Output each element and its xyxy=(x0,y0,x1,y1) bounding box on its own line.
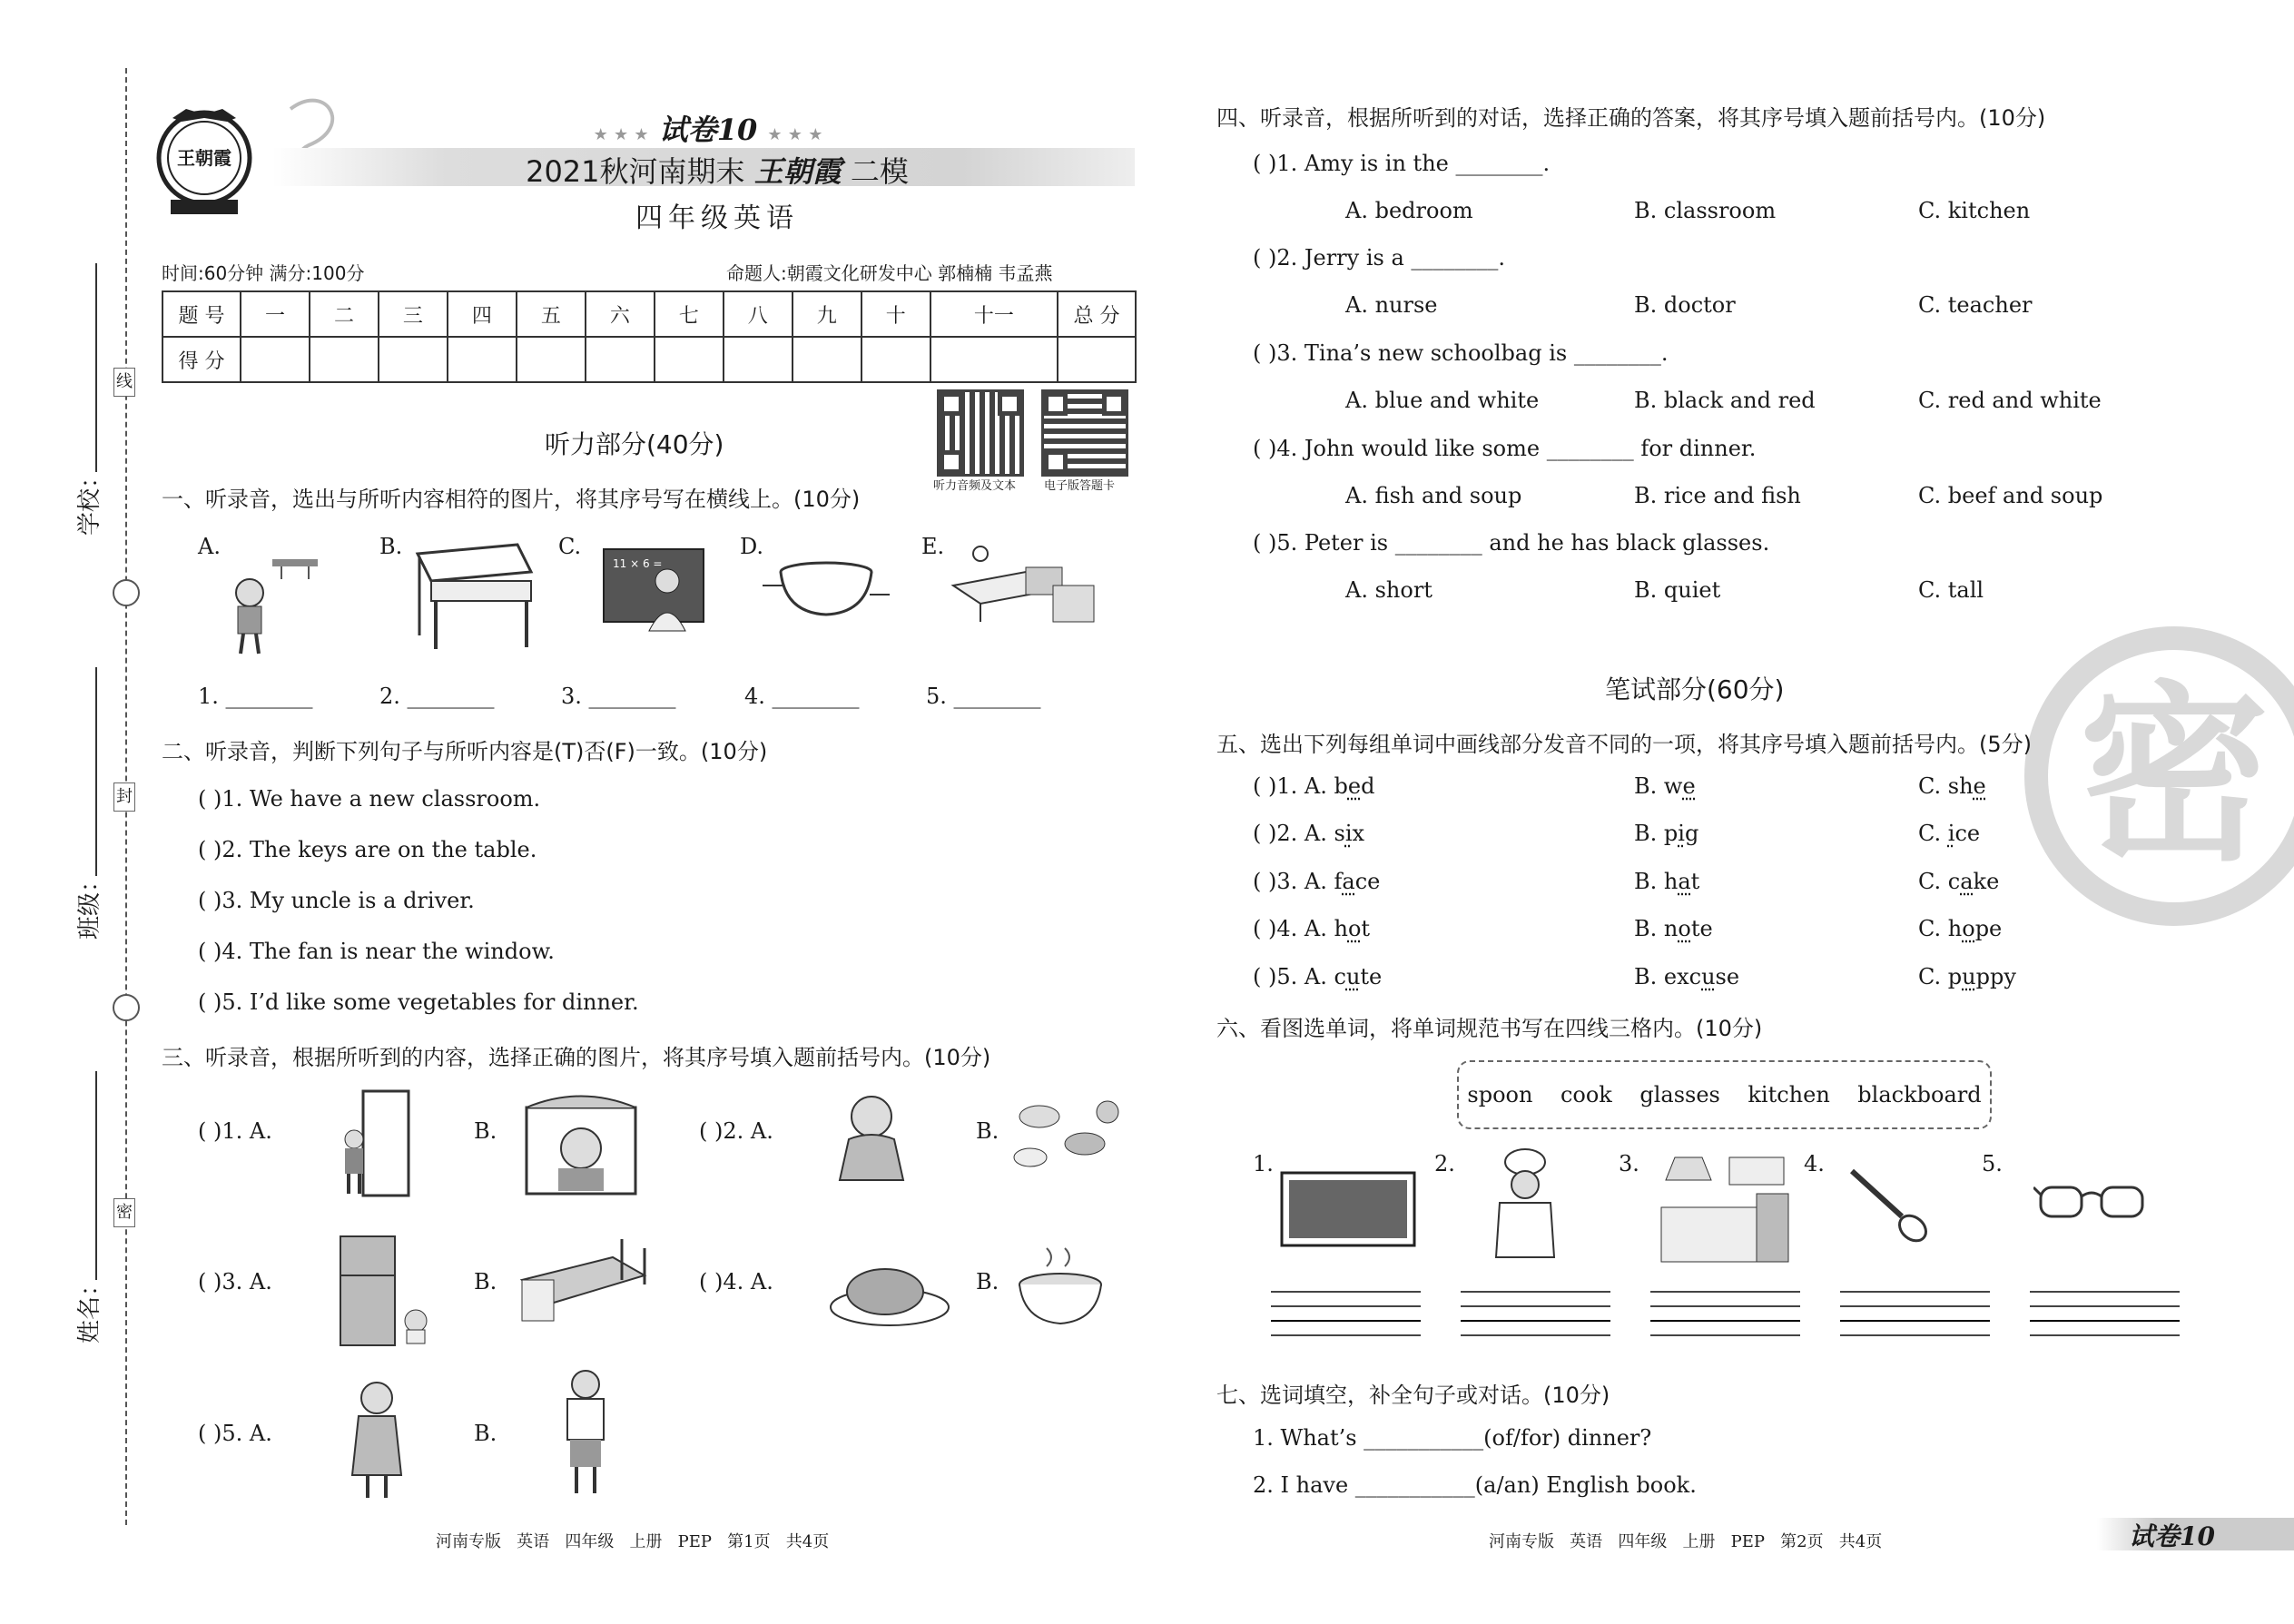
footer-left: 河南专版 英语 四年级 上册 PEP 第1页 共4页 xyxy=(436,1532,830,1551)
cook-image xyxy=(1489,1148,1561,1262)
class-fill-line xyxy=(95,667,97,876)
s6-number: 5. xyxy=(1982,1151,2003,1176)
s5-option-c[interactable]: C. cake xyxy=(1918,869,2000,894)
writing-lines[interactable] xyxy=(1840,1291,1990,1336)
score-input-cell[interactable] xyxy=(724,337,793,382)
s5-option-c[interactable]: C. she xyxy=(1918,773,1986,799)
s3-item[interactable]: ( )3. A. xyxy=(198,1269,272,1294)
authors: 命题人:朝霞文化研发中心 郭楠楠 韦孟燕 xyxy=(726,262,1053,284)
s1-letter: D. xyxy=(740,534,764,559)
s1-answer-blank[interactable]: 4. ________ xyxy=(744,684,860,709)
s1-letter: E. xyxy=(921,534,945,559)
s1-letter: B. xyxy=(379,534,403,559)
s5-option-c[interactable]: C. puppy xyxy=(1918,964,2016,989)
score-cell: 题 号 xyxy=(162,291,241,337)
s2-item[interactable]: ( )3. My uncle is a driver. xyxy=(198,888,475,913)
s4-question[interactable]: ( )5. Peter is ________ and he has black glasses. xyxy=(1253,530,1770,556)
score-input-cell[interactable] xyxy=(793,337,861,382)
s4-option-a[interactable]: A. blue and white xyxy=(1345,388,1540,413)
blackboard-image xyxy=(1280,1171,1416,1248)
exam-series: ★ ★ ★ 试卷10 ★ ★ ★ xyxy=(593,113,823,147)
s5-item[interactable]: ( )1. A. bed xyxy=(1253,773,1375,799)
s6-number: 3. xyxy=(1619,1151,1639,1176)
writing-lines[interactable] xyxy=(1650,1291,1800,1336)
s4-question[interactable]: ( )2. Jerry is a ________. xyxy=(1253,245,1506,271)
score-input-cell[interactable] xyxy=(861,337,930,382)
girl-with-lamp-image xyxy=(218,552,336,661)
exam-subject: 四年级英语 xyxy=(635,202,799,234)
girl-image xyxy=(345,1375,409,1502)
name-fill-line xyxy=(95,1071,97,1280)
exam-title: 2021秋河南期末 王朝霞 二模 xyxy=(526,154,909,189)
s4-option-c[interactable]: C. beef and soup xyxy=(1918,483,2103,508)
kitchen-image xyxy=(1657,1153,1793,1266)
chicken-image xyxy=(826,1257,953,1330)
s5-option-b[interactable]: B. excuse xyxy=(1634,964,1740,989)
score-label-cell: 得 分 xyxy=(162,337,241,382)
binding-hole-icon xyxy=(113,994,140,1021)
time-info: 时间:60分钟 满分:100分 xyxy=(162,262,365,284)
s3-item[interactable]: ( )4. A. xyxy=(699,1269,773,1294)
doll-image xyxy=(831,1089,912,1189)
binding-mark: 密 xyxy=(113,1198,135,1227)
score-input-cell[interactable] xyxy=(586,337,655,382)
secret-watermark: 密 xyxy=(2024,626,2294,953)
s2-item[interactable]: ( )4. The fan is near the window. xyxy=(198,939,555,964)
s4-option-c[interactable]: C. kitchen xyxy=(1918,198,2031,223)
score-input-cell[interactable] xyxy=(310,337,379,382)
page-badge: 试卷10 xyxy=(2129,1521,2215,1551)
s7-item[interactable]: 1. What’s ___________(of/for) dinner? xyxy=(1253,1425,1652,1451)
s4-option-a[interactable]: A. short xyxy=(1345,577,1433,603)
score-cell: 四 xyxy=(448,291,517,337)
bed-image xyxy=(513,1230,649,1330)
ribbon-decoration xyxy=(272,91,1135,96)
s4-option-a[interactable]: A. nurse xyxy=(1345,292,1438,318)
section-4-title: 四、听录音，根据所听到的对话，选择正确的答案，将其序号填入题前括号内。(10分) xyxy=(1216,105,2046,131)
section-3-title: 三、听录音，根据所听到的内容，选择正确的图片，将其序号填入题前括号内。(10分) xyxy=(162,1045,991,1070)
score-input-cell[interactable] xyxy=(655,337,724,382)
section-2-title: 二、听录音，判断下列句子与所听内容是(T)否(F)一致。(10分) xyxy=(162,739,768,764)
bedroom-image xyxy=(944,545,1098,640)
score-input-cell[interactable] xyxy=(517,337,586,382)
s5-option-c[interactable]: C. hope xyxy=(1918,916,2003,941)
score-table xyxy=(162,290,1137,383)
score-table-header-row xyxy=(162,291,1136,337)
writing-heading: 笔试部分(60分) xyxy=(1605,674,1785,704)
word-bank-box: spoon cook glasses kitchen blackboard xyxy=(1457,1060,1992,1129)
name-label: 姓名： xyxy=(76,1272,103,1343)
score-cell: 三 xyxy=(379,291,448,337)
s1-answer-blank[interactable]: 2. ________ xyxy=(379,684,495,709)
qr-code-answer-sheet[interactable] xyxy=(1044,392,1126,474)
s1-answer-blank[interactable]: 5. ________ xyxy=(926,684,1041,709)
score-cell: 十一 xyxy=(930,291,1058,337)
score-cell: 八 xyxy=(724,291,793,337)
s3-item[interactable]: ( )1. A. xyxy=(198,1118,272,1144)
s2-item[interactable]: ( )2. The keys are on the table. xyxy=(198,837,537,862)
qr-caption-answer-sheet: 电子版答题卡 xyxy=(1044,479,1116,493)
s1-letter: A. xyxy=(198,534,221,559)
s5-option-b[interactable]: B. we xyxy=(1634,773,1696,799)
s4-option-a[interactable]: A. bedroom xyxy=(1345,198,1473,223)
s4-option-b[interactable]: B. rice and fish xyxy=(1634,483,1801,508)
desk-image xyxy=(409,540,536,654)
candies-image xyxy=(1003,1094,1126,1180)
s4-option-b[interactable]: B. classroom xyxy=(1634,198,1777,223)
s5-option-b[interactable]: B. pig xyxy=(1634,821,1699,846)
s6-number: 4. xyxy=(1804,1151,1825,1176)
school-label: 学校： xyxy=(76,464,103,536)
glasses-image xyxy=(2033,1178,2151,1224)
s5-option-b[interactable]: B. hat xyxy=(1634,869,1700,894)
s3-option-b[interactable]: B. xyxy=(976,1269,999,1294)
score-input-cell[interactable] xyxy=(379,337,448,382)
s5-item[interactable]: ( )3. A. face xyxy=(1253,869,1381,894)
listening-heading: 听力部分(40分) xyxy=(545,429,724,459)
score-input-cell[interactable] xyxy=(448,337,517,382)
score-cell: 七 xyxy=(655,291,724,337)
footer-right: 河南专版 英语 四年级 上册 PEP 第2页 共4页 xyxy=(1489,1532,1883,1551)
spoon-image xyxy=(1847,1166,1938,1248)
score-table-score-row xyxy=(162,337,1136,382)
s2-item[interactable]: ( )5. I’d like some vegetables for dinner. xyxy=(198,989,639,1015)
score-input-cell[interactable] xyxy=(930,337,1058,382)
s6-number: 2. xyxy=(1434,1151,1455,1176)
writing-lines[interactable] xyxy=(2030,1291,2180,1336)
section-6-title: 六、看图选单词，将单词规范书写在四线三格内。(10分) xyxy=(1216,1016,1763,1041)
score-input-cell[interactable] xyxy=(241,337,310,382)
s5-option-b[interactable]: B. note xyxy=(1634,916,1713,941)
s6-number: 1. xyxy=(1253,1151,1274,1176)
score-cell: 九 xyxy=(793,291,861,337)
boy-image xyxy=(554,1366,617,1498)
soup-bowl-image xyxy=(1015,1244,1106,1330)
s3-option-b[interactable]: B. xyxy=(474,1118,497,1144)
s4-question[interactable]: ( )1. Amy is in the ________. xyxy=(1253,151,1551,176)
boy-at-window-image xyxy=(517,1089,645,1198)
s1-answer-blank[interactable]: 3. ________ xyxy=(561,684,676,709)
writing-lines[interactable] xyxy=(1461,1291,1610,1336)
binding-hole-icon xyxy=(113,579,140,606)
s1-answer-blank[interactable]: 1. ________ xyxy=(198,684,313,709)
binding-mark: 封 xyxy=(113,782,135,812)
s4-question[interactable]: ( )4. John would like some ________ for dinner. xyxy=(1253,436,1757,461)
s3-option-b[interactable]: B. xyxy=(474,1269,497,1294)
s4-question[interactable]: ( )3. Tina’s new schoolbag is ________. xyxy=(1253,340,1669,366)
boy-at-door-image xyxy=(336,1089,418,1198)
score-cell: 二 xyxy=(310,291,379,337)
s2-item[interactable]: ( )1. We have a new classroom. xyxy=(198,786,541,812)
qr-caption-audio: 听力音频及文本 xyxy=(933,479,1017,493)
s3-option-b[interactable]: B. xyxy=(474,1421,497,1446)
writing-lines[interactable] xyxy=(1271,1291,1421,1336)
s4-option-c[interactable]: C. red and white xyxy=(1918,388,2102,413)
score-input-cell[interactable] xyxy=(1058,337,1136,382)
s3-item[interactable]: ( )5. A. xyxy=(198,1421,272,1446)
s7-item[interactable]: 2. I have ___________(a/an) English book. xyxy=(1253,1472,1697,1498)
bowl-image xyxy=(763,558,890,622)
fridge-cat-image xyxy=(336,1235,436,1348)
s3-item[interactable]: ( )2. A. xyxy=(699,1118,773,1144)
s4-option-c[interactable]: C. tall xyxy=(1918,577,1984,603)
score-cell: 十 xyxy=(861,291,930,337)
section-5-title: 五、选出下列每组单词中画线部分发音不同的一项，将其序号填入题前括号内。(5分) xyxy=(1216,732,2032,757)
s5-item[interactable]: ( )5. A. cute xyxy=(1253,964,1383,989)
school-fill-line xyxy=(95,263,97,472)
s4-option-b[interactable]: B. black and red xyxy=(1634,388,1816,413)
binding-mark: 线 xyxy=(113,368,135,397)
s5-item[interactable]: ( )2. A. six xyxy=(1253,821,1365,846)
svg-text:11 × 6 =: 11 × 6 = xyxy=(613,557,663,570)
s5-option-c[interactable]: C. ice xyxy=(1918,821,1981,846)
s5-item[interactable]: ( )4. A. hot xyxy=(1253,916,1371,941)
class-label: 班级： xyxy=(76,868,103,940)
s4-option-c[interactable]: C. teacher xyxy=(1918,292,2033,318)
score-cell: 六 xyxy=(586,291,655,337)
score-cell: 五 xyxy=(517,291,586,337)
teacher-blackboard-image xyxy=(599,545,708,635)
section-1-title: 一、听录音，选出与所听内容相符的图片，将其序号写在横线上。(10分) xyxy=(162,487,861,512)
s1-letter: C. xyxy=(558,534,582,559)
s4-option-b[interactable]: B. doctor xyxy=(1634,292,1736,318)
score-cell: 一 xyxy=(241,291,310,337)
s3-option-b[interactable]: B. xyxy=(976,1118,999,1144)
s4-option-b[interactable]: B. quiet xyxy=(1634,577,1721,603)
qr-code-audio[interactable] xyxy=(940,392,1021,474)
section-7-title: 七、选词填空，补全句子或对话。(10分) xyxy=(1216,1383,1610,1408)
score-cell: 总 分 xyxy=(1058,291,1136,337)
s4-option-a[interactable]: A. fish and soup xyxy=(1345,483,1522,508)
brand-logo: 王朝霞 xyxy=(154,102,254,220)
